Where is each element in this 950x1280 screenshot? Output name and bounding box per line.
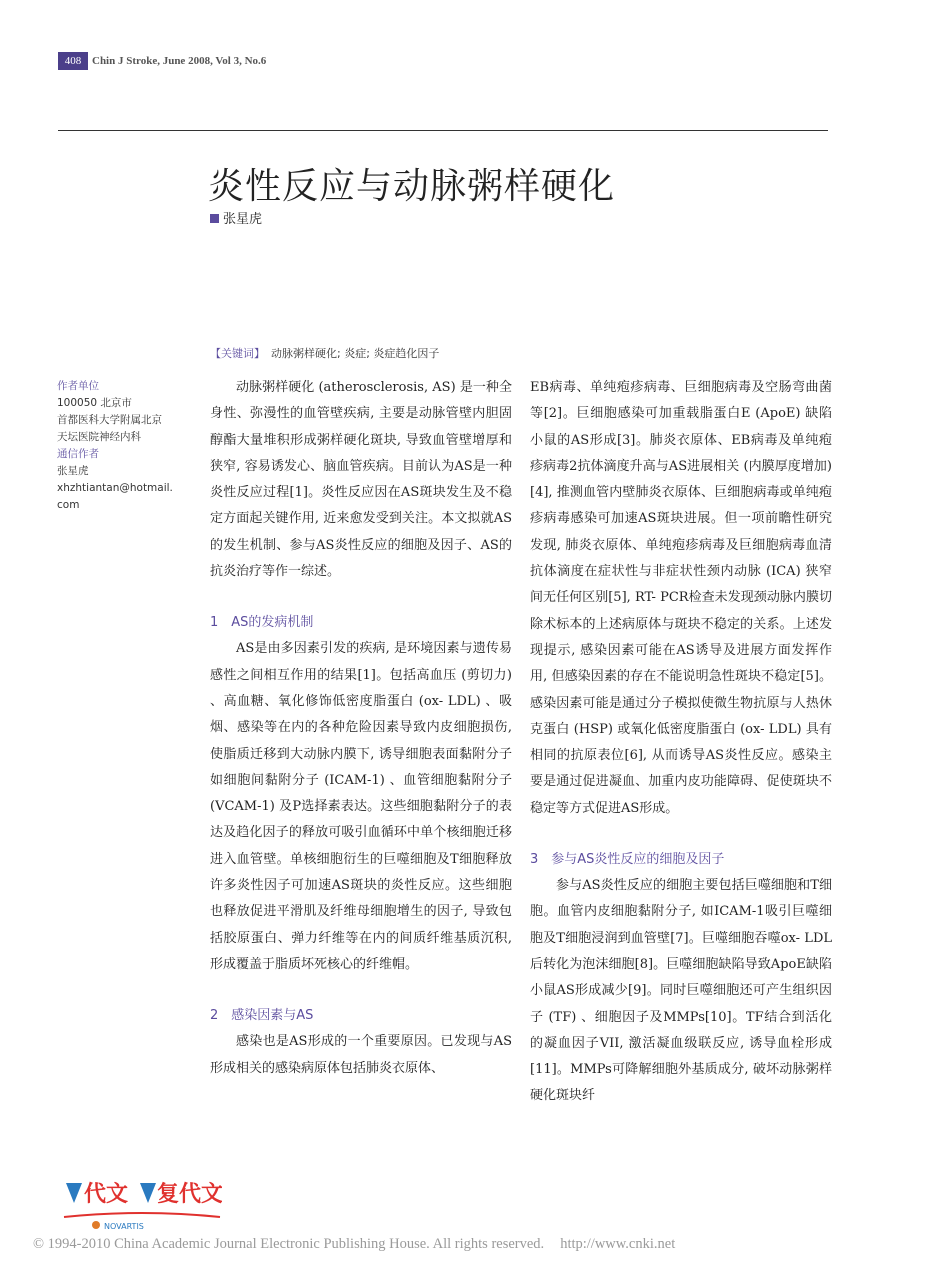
section-paragraph: AS是由多因素引发的疾病, 是环境因素与遗传易感性之间相互作用的结果[1]。包括高血压 (剪切力) 、高血糖、氧化修饰低密度脂蛋白 (ox- LDL) 、吸烟、感染等在内的各种危险因素导致内皮细胞损伤, 使脂质迁移到大动脉内膜下, 诱导细胞表面黏附分子如细胞间黏附分子 (ICAM-1) 、血管细胞黏附分子 (VCAM-1) 及P选择素表达。这些细胞黏附分子的表达及趋化因子的释放可吸引血循环中单个核细胞迁移进入血管壁。单核细胞衍生的巨噬细胞及T细胞释放许多炎性因子可加速AS斑块的炎性反应。这些细胞也释放促进平滑肌及纤维母细胞增生的因子, 导致包括胶原蛋白、弹力纤维等在内的间质纤维基质沉积, 形成覆盖于脂质坏死核心的纤维帽。 xyxy=(210,641,512,972)
logo-left-text: 代文 xyxy=(84,1182,129,1207)
article-title: 炎性反应与动脉粥样硬化 xyxy=(208,166,616,207)
logo-right-text: 复代文 xyxy=(157,1182,222,1207)
author-sidebar xyxy=(57,378,197,514)
section-heading: 2 感染因素与AS xyxy=(210,1008,314,1024)
affiliation-line: 首都医科大学附属北京 xyxy=(57,414,162,426)
section-paragraph: 参与AS炎性反应的细胞主要包括巨噬细胞和T细胞。血管内皮细胞黏附分子, 如ICAM-1吸引巨噬细胞及T细胞浸润到血管壁[7]。巨噬细胞吞噬ox- LDL后转化为泡沫细胞[8]。巨噬细胞缺陷导致ApoE缺陷小鼠AS形成减少[9]。同时巨噬细胞还可产生组织因子 (TF) 、细胞因子及MMPs[10]。TF结合到活化的凝血因子VII, 激活凝血级联反应, 诱导血栓形成[11]。MMPs可降解细胞外基质成分, 破坏动脉粥样硬化斑块纤 xyxy=(530,878,832,1104)
affiliation-line: 天坛医院神经内科 xyxy=(57,431,141,443)
copyright-text: © 1994-2010 China Academic Journal Electronic Publishing House. All rights reserved. xyxy=(33,1236,545,1252)
section-paragraph: 感染也是AS形成的一个重要原因。已发现与AS形成相关的感染病原体包括肺炎衣原体、 xyxy=(210,1034,512,1076)
corresponding-email: xhzhtiantan@hotmail. xyxy=(57,482,173,494)
corresponding-email: com xyxy=(57,499,80,511)
author-name: 张星虎 xyxy=(223,212,263,227)
keywords xyxy=(210,345,439,361)
keywords-text: 动脉粥样硬化; 炎症; 炎症趋化因子 xyxy=(271,347,440,360)
copyright-footer xyxy=(33,1236,675,1253)
body-column-left xyxy=(210,375,512,1082)
footer-url: http://www.cnki.net xyxy=(560,1236,676,1252)
section-heading: 3 参与AS炎性反应的细胞及因子 xyxy=(530,852,725,868)
page-number: 408 xyxy=(58,52,88,70)
logo-brand-text: NOVARTIS xyxy=(104,1222,144,1231)
corresponding-label: 通信作者 xyxy=(57,448,99,460)
corresponding-name: 张星虎 xyxy=(57,465,89,477)
author-marker-icon xyxy=(210,214,219,223)
author-line xyxy=(210,208,262,227)
keywords-label: 【关键词】 xyxy=(210,347,265,360)
body-column-right xyxy=(530,375,832,1110)
sponsor-logo-graphic xyxy=(62,1165,222,1235)
sponsor-logo xyxy=(62,1165,222,1235)
section-heading: 1 AS的发病机制 xyxy=(210,615,314,631)
affiliation-line: 100050 北京市 xyxy=(57,397,132,409)
affiliation-label: 作者单位 xyxy=(57,380,99,392)
header-rule xyxy=(58,130,828,131)
intro-paragraph: 动脉粥样硬化 (atherosclerosis, AS) 是一种全身性、弥漫性的血管壁疾病, 主要是动脉管壁内胆固醇酯大量堆积形成粥样硬化斑块, 导致血管壁增厚和狭窄, 容易诱发心、脑血管疾病。目前认为AS是一种炎性反应过程[1]。炎性反应因在AS斑块发生及不稳定方面起关键作用, 近来愈发受到关注。本文拟就AS的发生机制、参与AS炎性反应的细胞及因子、AS的抗炎治疗等作一综述。 xyxy=(210,380,512,580)
continued-paragraph: EB病毒、单纯疱疹病毒、巨细胞病毒及空肠弯曲菌等[2]。巨细胞感染可加重载脂蛋白E (ApoE) 缺陷小鼠的AS形成[3]。肺炎衣原体、EB病毒及单纯疱疹病毒2抗体滴度升高与AS进展相关 (内膜厚度增加) [4], 推测血管内壁肺炎衣原体、巨细胞病毒或单纯疱疹病毒感染可加速AS斑块进展。但一项前瞻性研究发现, 肺炎衣原体、单纯疱疹病毒及巨细胞病毒血清抗体滴度在症状性与非症状性颈内动脉 (ICA) 狭窄间无任何区别[5], RT- PCR检查未发现颈动脉内膜切除术标本的上述病原体与斑块不稳定的关系。上述发现提示, 感染因素可能在AS诱导及进展方面发挥作用, 但感染因素的存在不能说明急性斑块不稳定[5]。感染因素可能是通过分子模拟使微生物抗原与人热休克蛋白 (HSP) 或氧化低密度脂蛋白 (ox- LDL) 具有相同的抗原表位[6], 从而诱导AS炎性反应。感染主要是通过促进凝血、加重内皮功能障碍、促使斑块不稳定等方式促进AS形成。 xyxy=(530,380,832,816)
journal-citation: Chin J Stroke, June 2008, Vol 3, No.6 xyxy=(92,55,267,67)
